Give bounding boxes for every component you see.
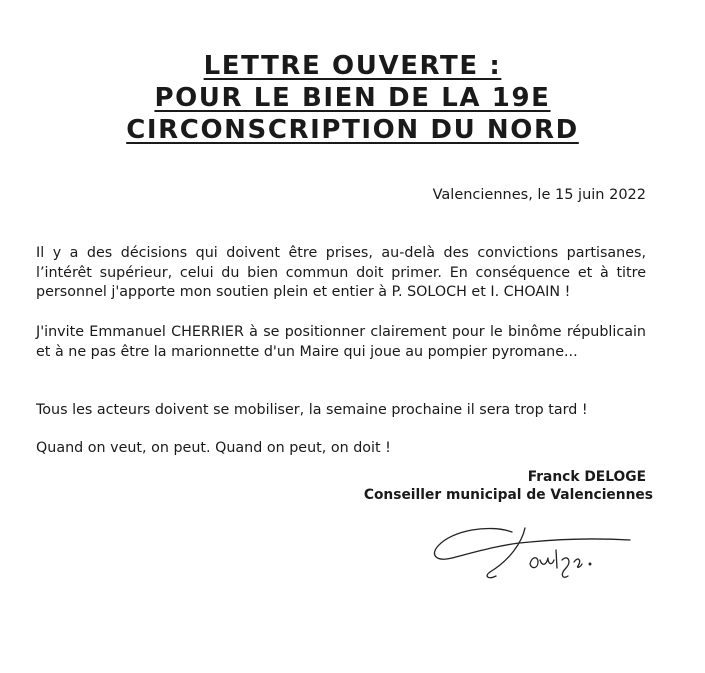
- letter-date: Valenciennes, le 15 juin 2022: [432, 187, 646, 203]
- signatory-name: Franck DELOGE: [527, 469, 646, 485]
- signatory-role: Conseiller municipal de Valenciennes: [363, 487, 653, 503]
- paragraph-support: Il y a des décisions qui doivent être prises, au-delà des convictions partisanes, l’intérêt supérieur, celui du bien commun doit primer. En conséquence et à titre personnel j'apporte mon soutien plein et entier à P. SOLOCH et I. CHOAIN !: [36, 245, 646, 300]
- paragraph-invitation: J'invite Emmanuel CHERRIER à se positionner clairement pour le binôme républicain et à ne pas être la marionnette d'un Maire qui joue au pompier pyromane...: [36, 324, 646, 360]
- title-line-2: POUR LE BIEN DE LA 19E: [154, 83, 551, 113]
- letter-title: [0, 50, 705, 146]
- paragraph-motto: Quand on veut, on peut. Quand on peut, on doit !: [36, 440, 391, 456]
- title-line-1: LETTRE OUVERTE :: [203, 51, 502, 81]
- handwritten-signature: [430, 520, 640, 590]
- paragraph-mobilisation: Tous les acteurs doivent se mobiliser, la semaine prochaine il sera trop tard !: [36, 402, 588, 418]
- title-line-3: CIRCONSCRIPTION DU NORD: [126, 115, 579, 145]
